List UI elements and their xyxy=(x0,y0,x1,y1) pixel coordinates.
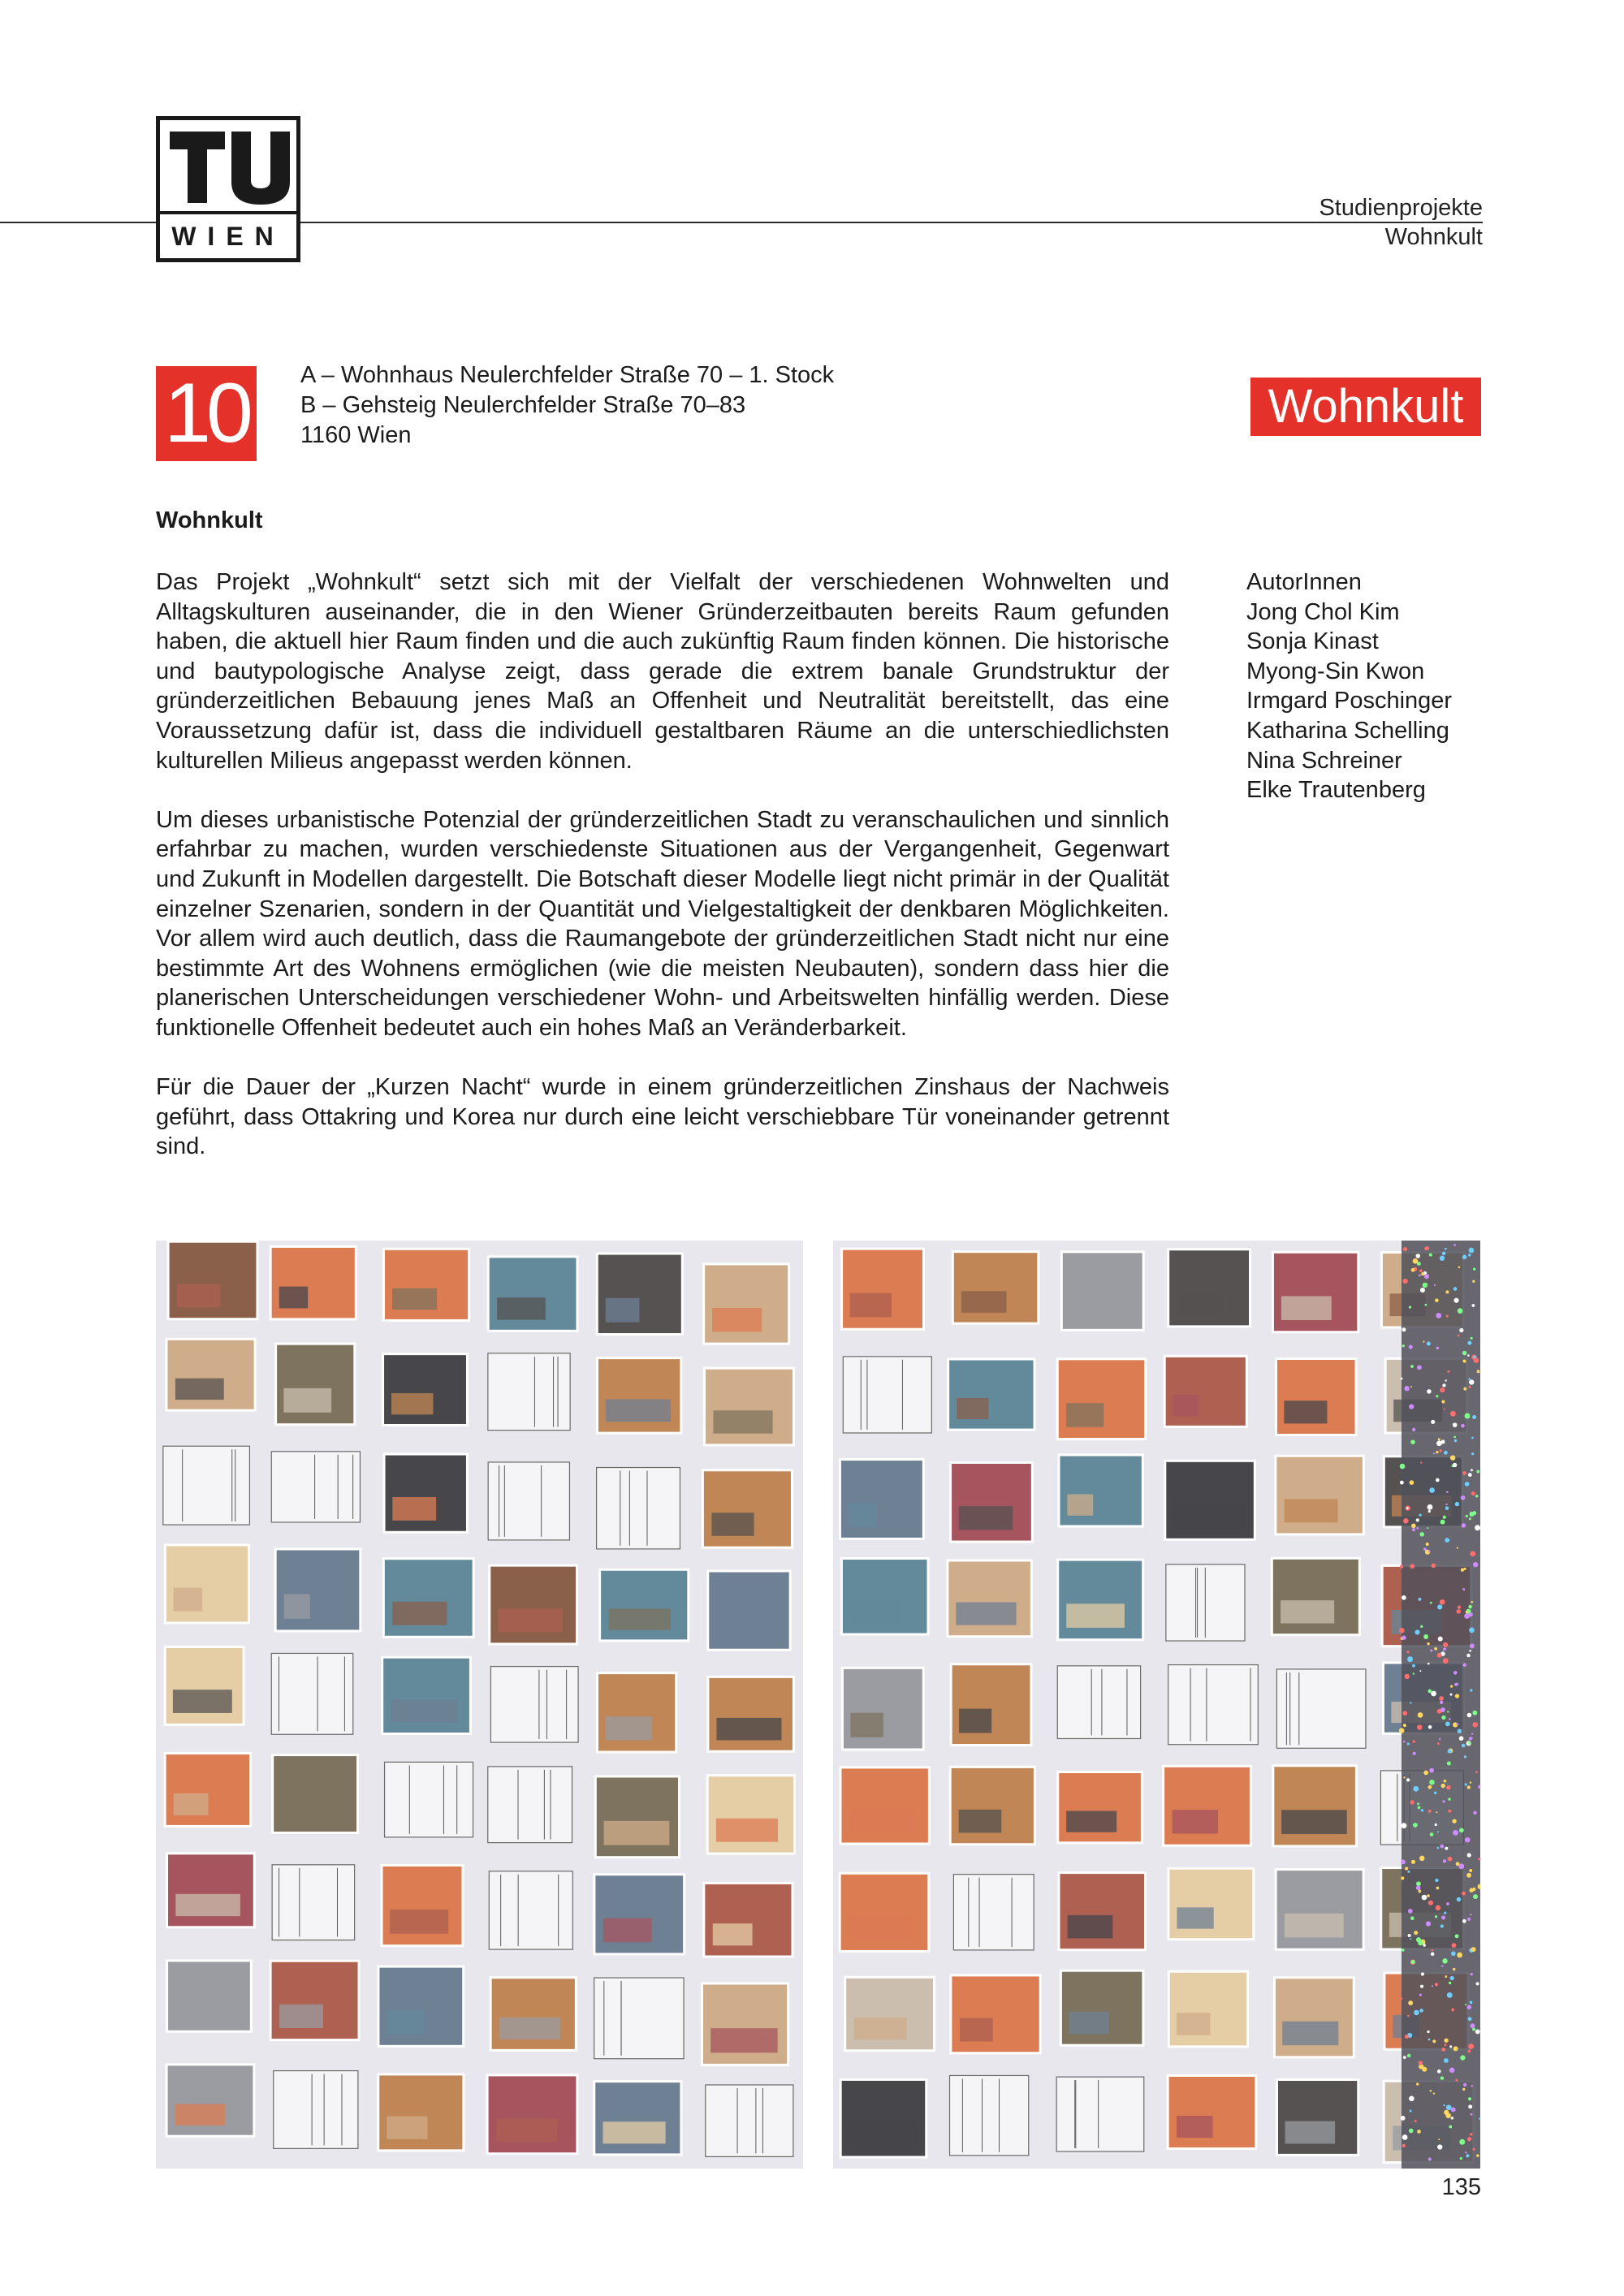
paragraph: Für die Dauer der „Kurzen Nacht“ wurde in einem gründerzeitlichen Zinshaus der Nachweis geführt, dass Ottakring und Korea nur durch eine leicht verschiebbare Tür voneinander getrennt sind. xyxy=(156,1074,1169,1160)
author-name: Katharina Schelling xyxy=(1246,717,1449,744)
series-line-2: Wohnkult xyxy=(1384,224,1483,250)
page-number: 135 xyxy=(1441,2174,1481,2200)
author-name: Jong Chol Kim xyxy=(1246,598,1400,625)
section-heading: Wohnkult xyxy=(156,507,263,533)
photo-wall-right xyxy=(833,1241,1480,2169)
authors-list xyxy=(1246,568,1452,805)
author-name: Irmgard Poschinger xyxy=(1246,688,1453,714)
body-text xyxy=(156,568,1169,1191)
photo-wall-left xyxy=(156,1241,803,2169)
address-line-city: 1160 Wien xyxy=(300,422,412,448)
tu-wien-logo xyxy=(156,116,300,262)
logo-wien-text: WIEN xyxy=(171,222,285,251)
authors-label: AutorInnen xyxy=(1246,569,1362,595)
project-title-tag: Wohnkult xyxy=(1250,378,1481,436)
author-name: Sonja Kinast xyxy=(1246,628,1379,655)
author-name: Elke Trautenberg xyxy=(1246,777,1426,804)
series-line-1: Studienprojekte xyxy=(1319,195,1483,221)
address-line-a: A – Wohnhaus Neulerchfelder Straße 70 – 1. Stock xyxy=(300,362,835,388)
address-line-b: B – Gehsteig Neulerchfelder Straße 70–83 xyxy=(300,392,746,418)
project-address xyxy=(300,360,834,451)
paragraph: Das Projekt „Wohnkult“ setzt sich mit der Vielfalt der verschiedenen Wohnwelten und Alltagskulturen auseinander, die in den Wiener Gründerzeitbauten bereits Raum gefunden haben, die aktuell hier Raum finden und die auch zukünftig Raum finden können. Die historische und bautypologische Analyse zeigt, dass gerade die extrem banale Grundstruktur der gründerzeitlichen Bebauung jenes Maß an Offenheit und Neutralität bereitstellt, das eine Voraussetzung dafür ist, dass die individuell gestaltbaren Räume an die unterschiedlichsten kulturellen Milieus angepasst werden können. xyxy=(156,569,1169,774)
author-name: Myong-Sin Kwon xyxy=(1246,658,1425,684)
author-name: Nina Schreiner xyxy=(1246,747,1402,774)
project-number-badge: 10 xyxy=(156,366,257,461)
series-label xyxy=(1319,193,1483,252)
paragraph: Um dieses urbanistische Potenzial der gründerzeitlichen Stadt zu veranschaulichen und sinnlich erfahrbar zu machen, wurden verschiedenste Situationen aus der Vergangenheit, Gegenwart und Zukunft in Modellen dargestellt. Die Botschaft dieser Modelle liegt nicht primär in der Qualität einzelner Szenarien, sondern in der Quantität und Vielgestaltigkeit der denkbaren Möglichkeiten. Vor allem wird auch deutlich, dass die Raumangebote der gründerzeitlichen Stadt nicht nur eine bestimmte Art des Wohnens ermöglichen (wie die meisten Neubauten), sondern dass hier die planerischen Unterscheidungen verschiedener Wohn- und Arbeitswelten hinfällig werden. Diese funktionelle Offenheit bedeutet auch ein hohes Maß an Veränderbarkeit. xyxy=(156,806,1169,1041)
